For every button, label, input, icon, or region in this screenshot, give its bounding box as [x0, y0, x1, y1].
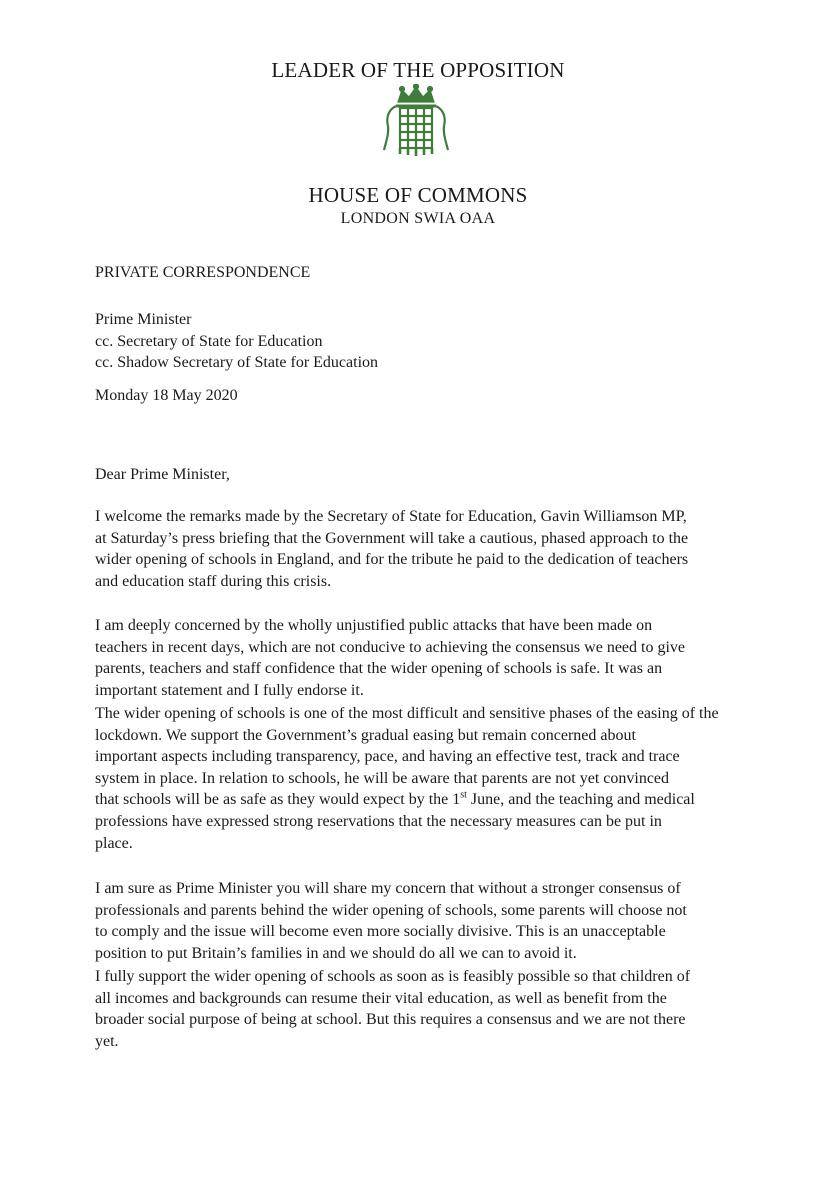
paragraph-line: important aspects including transparency, pace, and having an effective test, track and trace	[95, 748, 680, 766]
paragraph-4	[95, 878, 785, 964]
text-segment: that schools will be as safe as they would expect by the 1	[95, 791, 461, 809]
paragraph-line: wider opening of schools in England, and for the tribute he paid to the dedication of teachers	[95, 551, 689, 569]
paragraph-line: I welcome the remarks made by the Secretary of State for Education, Gavin Williamson MP,	[95, 508, 687, 525]
paragraph-line: professionals and parents behind the wider opening of schools, some parents will choose not	[95, 901, 687, 919]
recipients-block	[95, 309, 785, 374]
letterhead-title: LEADER OF THE OPPOSITION	[271, 58, 565, 82]
paragraph-line: position to put Britain’s families in and we should do all we can to avoid it.	[95, 944, 577, 962]
letterhead-address: LONDON SWIA OAA	[340, 210, 496, 227]
paragraph-line: at Saturday’s press briefing that the Government will take a cautious, phased approach to the	[95, 529, 689, 547]
paragraph-line	[95, 789, 785, 811]
ordinal-suffix: st	[460, 790, 467, 802]
paragraph-line: professions have expressed strong reservations that the necessary measures can be put in	[95, 812, 662, 830]
paragraph-line: parents, teachers and staff confidence that the wider opening of schools is safe. It was an	[95, 660, 663, 678]
paragraph-line: important statement and I fully endorse it.	[95, 681, 364, 699]
paragraph-line: The wider opening of schools is one of the most difficult and sensitive phases of the easing of the	[95, 705, 719, 722]
paragraph-line: to comply and the issue will become even more socially divisive. This is an unacceptable	[95, 923, 666, 941]
letterhead-house: HOUSE OF COMMONS	[308, 183, 528, 207]
recipient-line: cc. Shadow Secretary of State for Education	[95, 354, 379, 372]
paragraph-line: system in place. In relation to schools, he will be aware that parents are not yet convinced	[95, 769, 670, 787]
paragraph-line: lockdown. We support the Government’s gradual easing but remain concerned about	[95, 726, 636, 744]
portcullis-icon	[376, 84, 456, 158]
text-segment: June, and the teaching and medical	[466, 791, 695, 809]
paragraph-line: all incomes and backgrounds can resume their vital education, as well as benefit from the	[95, 989, 667, 1007]
paragraph-line: and education staff during this crisis.	[95, 572, 332, 590]
salutation: Dear Prime Minister,	[95, 466, 230, 483]
recipient-line: cc. Secretary of State for Education	[95, 332, 323, 350]
correspondence-label: PRIVATE CORRESPONDENCE	[95, 264, 311, 281]
recipient-line: Prime Minister	[95, 311, 192, 328]
paragraph-line: yet.	[95, 1032, 119, 1050]
paragraph-5	[95, 966, 785, 1052]
letter-date: Monday 18 May 2020	[95, 387, 238, 404]
paragraph-1	[95, 506, 785, 592]
paragraph-line: broader social purpose of being at school. But this requires a consensus and we are not there	[95, 1011, 686, 1029]
paragraph-line: place.	[95, 834, 133, 852]
paragraph-2	[95, 615, 785, 701]
paragraph-line: I am deeply concerned by the wholly unjustified public attacks that have been made on	[95, 617, 653, 634]
paragraph-line: teachers in recent days, which are not conducive to achieving the consensus we need to give	[95, 638, 686, 656]
paragraph-line: I am sure as Prime Minister you will share my concern that without a stronger consensus of	[95, 880, 681, 897]
paragraph-line: I fully support the wider opening of schools as soon as is feasibly possible so that children of	[95, 968, 691, 985]
paragraph-3	[95, 703, 785, 854]
